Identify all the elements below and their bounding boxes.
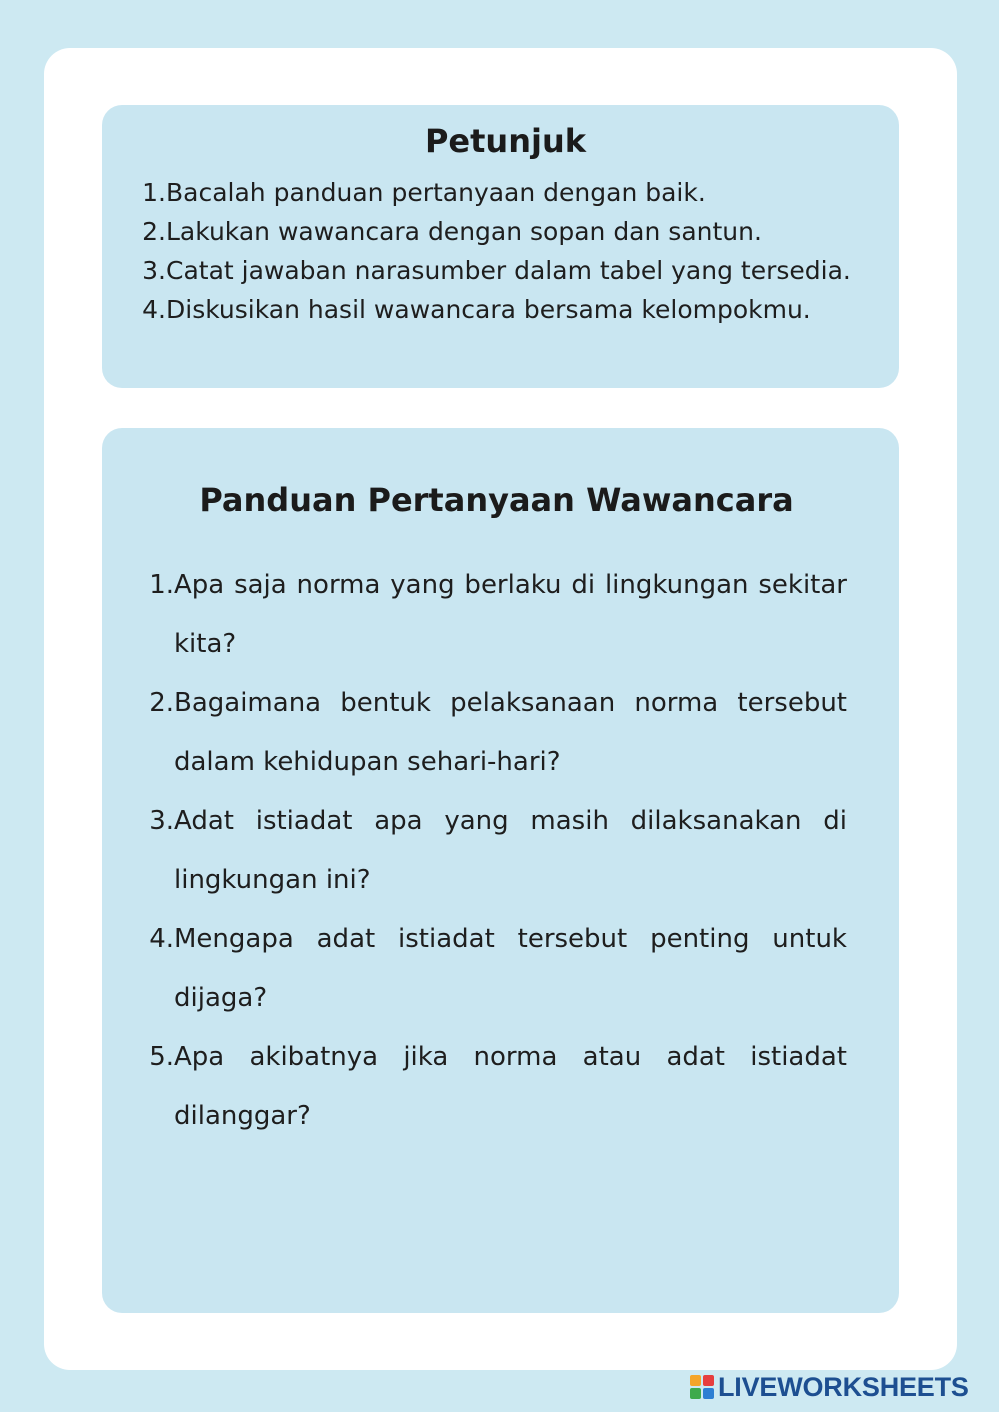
instruction-item: [138, 173, 873, 212]
instructions-card: [102, 105, 899, 388]
interview-question: [146, 674, 847, 792]
interview-question: [146, 910, 847, 1028]
instruction-item: [138, 212, 873, 251]
interview-question-list: [146, 556, 847, 1146]
interview-question: [146, 556, 847, 674]
interview-question: [146, 1028, 847, 1146]
question-number: 5.: [149, 1042, 174, 1072]
question-text: Bagaimana bentuk pelaksanaan norma tersebut dalam kehidupan sehari-hari?: [174, 688, 847, 777]
question-text: Adat istiadat apa yang masih dilaksanakan di lingkungan ini?: [174, 806, 847, 895]
question-text: Apa akibatnya jika norma atau adat istiadat dilanggar?: [174, 1042, 847, 1131]
interview-question: [146, 792, 847, 910]
liveworksheets-logo-icon: [690, 1375, 714, 1399]
instruction-number: 2.: [142, 217, 166, 246]
instruction-number: 4.: [142, 295, 166, 324]
question-text: Apa saja norma yang berlaku di lingkungan sekitar kita?: [174, 570, 847, 659]
question-number: 3.: [149, 806, 174, 836]
instruction-text: Bacalah panduan pertanyaan dengan baik.: [166, 178, 706, 207]
instruction-text: Lakukan wawancara dengan sopan dan santun.: [166, 217, 762, 246]
instruction-number: 1.: [142, 178, 166, 207]
instructions-list: [138, 173, 873, 329]
liveworksheets-logo: [690, 1373, 969, 1401]
worksheet-page: [44, 48, 957, 1370]
question-text: Mengapa adat istiadat tersebut penting untuk dijaga?: [174, 924, 847, 1013]
instruction-text: Catat jawaban narasumber dalam tabel yang tersedia.: [166, 256, 851, 285]
interview-guide-title: Panduan Pertanyaan Wawancara: [199, 481, 794, 519]
question-number: 4.: [149, 924, 174, 954]
question-number: 2.: [149, 688, 174, 718]
interview-guide-card: [102, 428, 899, 1313]
instruction-item: [138, 290, 873, 329]
instructions-title: Petunjuk: [424, 122, 587, 160]
instruction-number: 3.: [142, 256, 166, 285]
liveworksheets-logo-text: LIVEWORKSHEETS: [718, 1371, 969, 1402]
instruction-item: [138, 251, 873, 290]
instruction-text: Diskusikan hasil wawancara bersama kelompokmu.: [166, 295, 811, 324]
question-number: 1.: [149, 570, 174, 600]
